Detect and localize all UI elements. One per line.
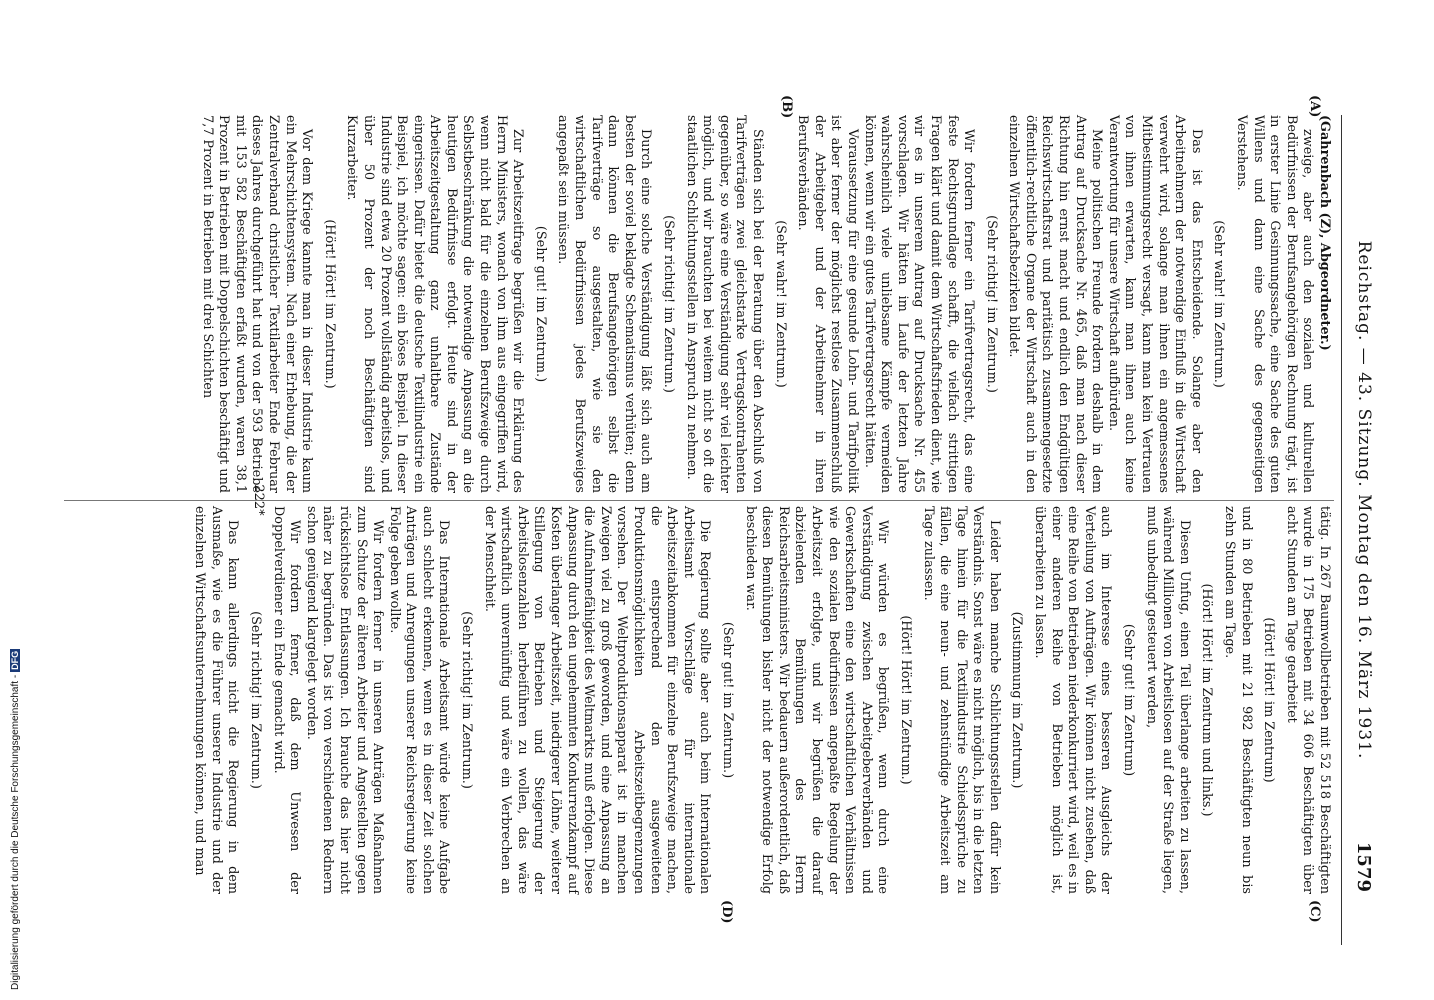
paragraph: Leider haben manche Schlichtungsstellen dafür kein Verständnis. Sonst wäre es nicht möglich, bis in die letzten Tage hinein für die Textilindustrie Schiedssprüche zu fällen, die eine neun- und zehnstündige Arbeitszeit am Tage zulassen. [920, 506, 1002, 894]
paragraph: auch im Interesse eines besseren Ausgleichs der Verteilung von Aufträgen. Wir können nicht zusehen, daß eine Reihe von Betrieben niederkonkurriert wird, weil es in einer anderen Reihe von Betrieben möglich ist, überarbeiten zu lassen. [1032, 506, 1114, 894]
digitization-credit [0, 0, 30, 1000]
dfg-logo: DFG [10, 650, 20, 670]
interjection: (Hört! Hört! im Zentrum.) [897, 615, 913, 785]
signature-mark: 222* [251, 484, 266, 516]
page-header-title: Reichstag. — 43. Sitzung. Montag den 16. März 1931. [1354, 240, 1374, 760]
paragraph: Durch eine solche Verständigung läßt sich auch am besten der soviel beklagte Schematismus verhüten; denn dann können die Berufsangehörigen selbst die Tarifverträge so ausgestalten, wie sie den wirtschaftlichen Bedürfnissen jedes Berufszweiges angepaßt sein müssen. [555, 115, 654, 493]
margin-marker-a: (A) [1307, 95, 1322, 118]
paragraph: Das kann allerdings nicht die Regierung in dem Ausmaße, wie es die Führer unserer Industrie und der einzelnen Wirtschaftsunternehmungen können, und man [192, 506, 241, 894]
interjection: (Sehr gut! im Zentrum) [1121, 623, 1137, 777]
interjection: (Hört! Hört! im Zentrum.) [321, 219, 337, 389]
interjection: (Sehr wahr! im Zentrum.) [772, 220, 788, 388]
paragraph: Wir fordern ferner, daß dem Unwesen der Doppelverdiener ein Ende gemacht wird. [270, 506, 303, 894]
interjection: (Sehr richtig! im Zentrum.) [983, 215, 999, 393]
page-header [1340, 0, 1374, 1000]
interjection: (Sehr richtig! im Zentrum.) [661, 215, 677, 393]
credit-text: Digitalisierung gefördert durch die Deutsche Forschungsgemeinschaft - [10, 674, 21, 990]
paragraph [1315, 115, 1332, 493]
paragraph: Wir fordern ferner ein Tarifvertragsrecht, das eine feste Rechtsgrundlage schafft, die vielfach strittigen Fragen klärt und damit dem Wirtschaftsfrieden dient, wie wir es in unserem Antrag auf Drucksache Nr. 455 vorschlagen. Wir hätten im Laufe der letzten Jahre wahrscheinlich viele unliebsame Kämpfe vermeiden können, wenn wir ein gutes Tarifvertragsrecht hätten. [861, 115, 977, 493]
paragraph: zweige, aber auch den sozialen und kulturellen Bedürfnissen der Berufsangehörigen Rechnung trägt, ist in erster Linie Gesinnungssache, eine Sache des guten Willens und dann eine Sache des gegenseitigen Verstehens. [1234, 115, 1316, 493]
interjection: (Sehr gut! im Zentrum.) [532, 225, 548, 383]
page-number: 1579 [1353, 841, 1374, 892]
paragraph: Wir würden es begrüßen, wenn durch eine Verständigung zwischen Arbeitgeberverbänden und Gewerkschaften eine den wirtschaftlichen Verhältnissen wie den sozialen Bedürfnissen angepaßte Regelung der Arbeitszeit erfolgte, und wir begrüßen die darauf abzielenden Bemühungen des Herrn Reichsarbeitsministers. Wir bedauern außerordentlich, daß diesen Bemühungen bisher nicht der notwendige Erfolg beschieden war. [742, 506, 891, 894]
paragraph: Meine politischen Freunde fordern deshalb in dem Antrag auf Drucksache Nr. 465, daß man nach dieser Richtung hin ernst macht und endlich den Endgültigen Reichswirtschaftsrat und paritätisch zusammengesetzte öffentlich-rechtliche Organe der Wirtschaft auch in den einzelnen Wirtschaftsbezirken bildet. [1006, 115, 1105, 493]
interjection: (Hört! Hört! im Zentrum) [1261, 617, 1277, 783]
right-column [191, 506, 1332, 894]
paragraph: tätig. In 267 Baumwollbetrieben mit 52 518 Beschäftigten wurde in 175 Betrieben mit 34 606 Beschäftigten über acht Stunden am Tage gearbeitet [1283, 506, 1332, 894]
left-column [198, 115, 1332, 493]
interjection: (Sehr gut! im Zentrum.) [720, 621, 735, 779]
paragraph: Das ist das Entscheidende. Solange aber den Arbeitnehmern der notwendige Einfluß in die Wirtschaft verwehrt wird, solange man ihnen ein angemessenes Mitbestimmungsrecht versagt, kann man kein Vertrauen von ihnen erwarten, kann man ihnen auch keine Verantwortung für unsere Wirtschaft aufbürden. [1105, 115, 1204, 493]
paragraph: Ständen sich bei der Beratung über den Abschluß von Tarifverträgen zwei gleichstarke Vertragskontrahenten gegenüber, so wäre eine Verständigung sehr viel leichter möglich, und wir brauchten bei weitem nicht so oft die staatlichen Schlichtungsstellen in Anspruch zu nehmen. [683, 115, 765, 493]
speaker-line: (Gahrenbach (Z), Abgeordneter.) [1317, 115, 1332, 351]
interjection: (Hört! Hört! im Zentrum und links.) [1199, 583, 1215, 817]
paragraph: Das Internationale Arbeitsamt würde keine Aufgabe auch schlecht erkennen, wenn es in dieser Zeit solchen Anträgen und Anregungen unserer Reichsregierung keine Folge geben wollte. [386, 506, 452, 894]
interjection: (Sehr richtig! im Zentrum.) [459, 611, 475, 789]
interjection: (Sehr richtig! im Zentrum.) [247, 611, 263, 789]
paragraph: Vor dem Kriege kannte man in dieser Industrie kaum ein Mehrschichtensystem. Nach einer Erhebung, die der Zentralverband christlicher Textilarbeiter Ende Februar dieses Jahres durchgeführt hat und von der 593 Betriebe mit 153 582 Beschäftigten erfaßt wurden, waren 38,1 Prozent in Betrieben mit Doppelschichten beschäftigt und 7,7 Prozent in Betrieben mit drei Schichten [199, 115, 315, 493]
margin-marker-d: (D) [719, 900, 734, 924]
header-rule [1341, 115, 1342, 945]
paragraph: Wir fordern ferner in unseren Anträgen Maßnahmen zum Schutze der älteren Arbeiter und Angestellten gegen rücksichtslose Entlassungen. Ich brauche das hier nicht näher zu begründen. Das ist von verschiedenen Rednern schon genügend klargelegt worden. [303, 506, 386, 894]
margin-marker-c: (C) [1307, 900, 1322, 923]
paragraph: und in 80 Betrieben mit 21 982 Beschäftigten neun bis zehn Stunden am Tage. [1222, 506, 1254, 894]
paragraph: Voraussetzung für eine gesunde Lohn- und Tarifpolitik ist aber ferner der möglichst restlose Zusammenschluß der Arbeitgeber und der Arbeitnehmer in ihren Berufsverbänden. [795, 115, 860, 493]
paragraph: Die Regierung sollte aber auch beim Internationalen Arbeitsamt Vorschläge für internationale Arbeitszeitabkommen für einzelne Berufszweige machen, die entsprechend den ausgeweiteten Produktionsmöglichkeiten Arbeitszeitbegrenzungen vorsehen. Der Weltproduktionsapparat ist in manchen Zweigen viel zu groß geworden, und eine Anpassung an die Aufnahmefähigkeit des Weltmarkts muß erfolgen. Diese Anpassung durch den ungehemmten Konkurrenzkampf auf Kosten überlanger Arbeitszeit, niedrigerer Löhne, weiterer Stillegung von Betrieben und Steigerung der Arbeitslosenzahlen herbeiführen zu wollen, das wäre wirtschaftlich unvernünftig und wäre ein Verbrechen an der Menschheit. [481, 506, 713, 894]
paragraph: Diesen Unfug, einen Teil überlange arbeiten zu lassen, während Millionen von Arbeitslosen auf der Straße liegen, muß unbedingt gesteuert werden, [1143, 506, 1192, 894]
paragraph: Zur Arbeitszeitfrage begrüßen wir die Erklärung des Herrn Ministers, wonach von ihm aus eingegriffen wird, wenn nicht bald für die einzelnen Berufszweige durch Selbstbeschränkung die notwendige Anpassung an die heutigen Bedürfnisse erfolgt. Heute sind in der Arbeitszeitgestaltung ganz unhaltbare Zustände eingerissen. Dafür bietet die deutsche Textilindustrie ein Beispiel, ich möchte sagen: ein böses Beispiel. In dieser Industrie sind etwa 20 Prozent vollständig arbeitslos, und über 50 Prozent der noch Beschäftigten sind Kurzarbeiter. [344, 115, 526, 493]
interjection: (Zustimmung im Zentrum.) [1009, 611, 1025, 789]
margin-marker-b: (B) [779, 95, 794, 119]
interjection: (Sehr wahr! im Zentrum.) [1211, 220, 1227, 388]
